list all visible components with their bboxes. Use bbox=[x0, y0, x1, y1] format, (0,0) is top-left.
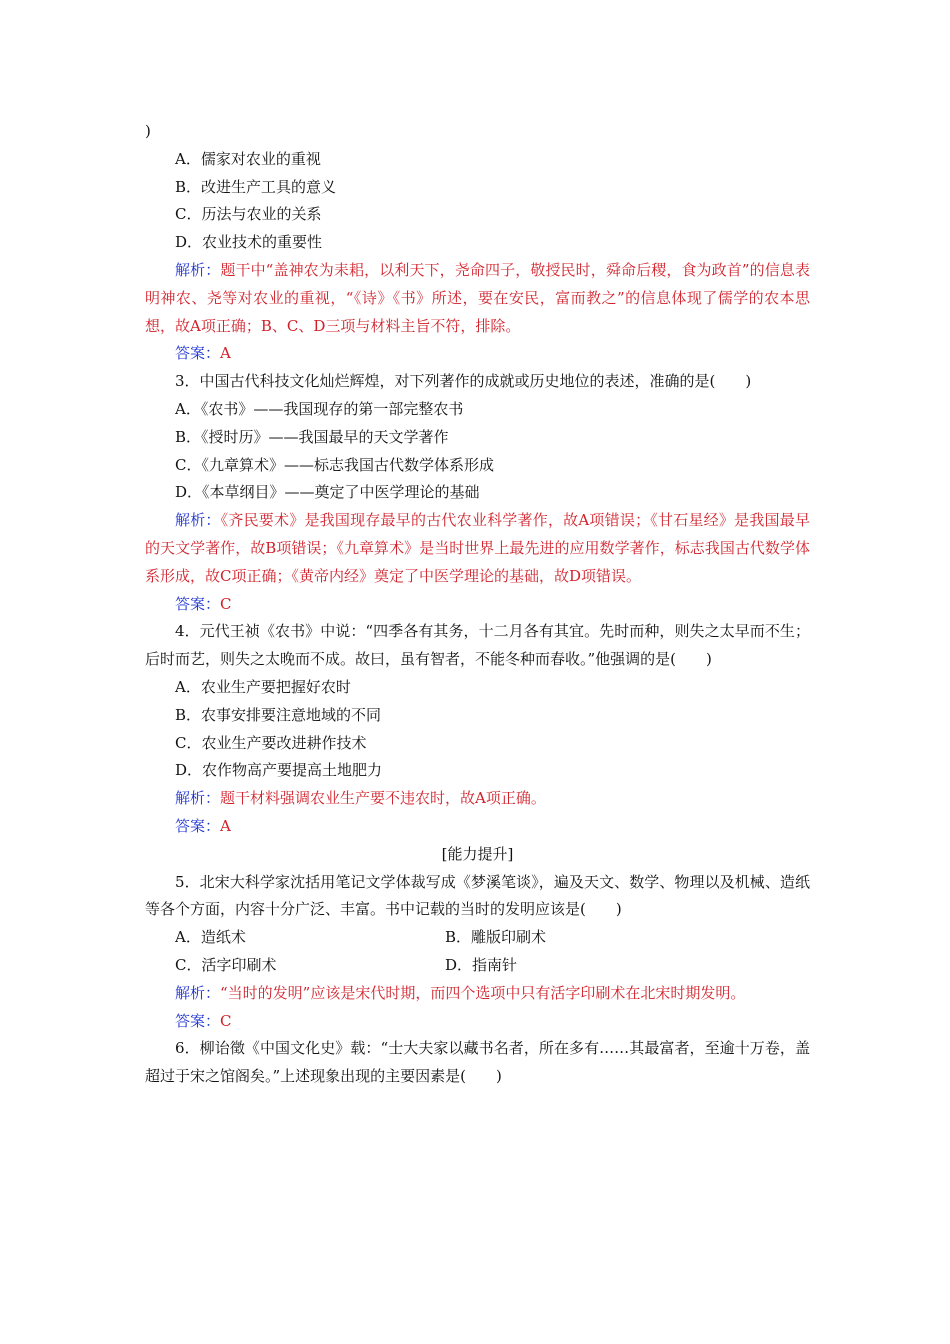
answer bbox=[145, 340, 810, 368]
analysis-label: 解析： bbox=[175, 511, 221, 530]
option-d: D．《本草纲目》——奠定了中医学理论的基础 bbox=[175, 483, 480, 502]
question-5 bbox=[145, 869, 810, 1036]
options-row-1 bbox=[145, 924, 810, 952]
options-row-2 bbox=[145, 952, 810, 980]
option-a: A．《农书》——我国现存的第一部完整农书 bbox=[175, 399, 464, 418]
analysis-text: 题干材料强调农业生产要不违农时，故A项正确。 bbox=[220, 789, 546, 808]
question-2 bbox=[145, 118, 810, 368]
analysis bbox=[145, 980, 810, 1008]
section-title: [能力提升] bbox=[441, 844, 514, 863]
answer-label: 答案： bbox=[175, 1011, 221, 1030]
answer-value: C bbox=[220, 594, 232, 613]
question-stem-tail: ) bbox=[145, 122, 151, 140]
answer-value: A bbox=[220, 344, 231, 363]
option-b: B．农事安排要注意地域的不同 bbox=[175, 705, 382, 724]
question-4 bbox=[145, 618, 810, 840]
option-c: C．《九章算术》——标志我国古代数学体系形成 bbox=[175, 455, 494, 474]
analysis-text: 题干中“盖神农为耒耜，以利天下，尧命四子，敬授民时，舜命后稷，食为政首”的信息表明神农、尧等对农业的重视，“《诗》《书》所述，要在安民，富而教之”的信息体现了儒学的农本思想，故A项正确；B、C、D三项与材料主旨不符，排除。 bbox=[145, 260, 810, 335]
analysis bbox=[145, 507, 810, 590]
option-a: A．农业生产要把握好农时 bbox=[175, 677, 351, 696]
question-stem: 5．北宋大科学家沈括用笔记文学体裁写成《梦溪笔谈》，遍及天文、数学、物理以及机械、造纸等各个方面，内容十分广泛、丰富。书中记载的当时的发明应该是( ) bbox=[145, 872, 810, 919]
analysis-label: 解析： bbox=[175, 260, 221, 279]
analysis-text: “当时的发明”应该是宋代时期，而四个选项中只有活字印刷术在北宋时期发明。 bbox=[220, 983, 746, 1002]
analysis-label: 解析： bbox=[175, 983, 221, 1002]
option-a: A．造纸术 bbox=[175, 928, 246, 947]
option-c: C．历法与农业的关系 bbox=[175, 205, 322, 224]
option-d: D．农作物高产要提高土地肥力 bbox=[175, 761, 383, 780]
option-a: A．儒家对农业的重视 bbox=[175, 149, 321, 168]
answer bbox=[145, 813, 810, 841]
option-c: C．农业生产要改进耕作技术 bbox=[175, 733, 367, 752]
question-stem: 3．中国古代科技文化灿烂辉煌，对下列著作的成就或历史地位的表述，准确的是( ) bbox=[175, 372, 752, 391]
question-stem: 6．柳诒徵《中国文化史》载：“士大夫家以藏书名者，所在多有……其最富者，至逾十万卷，盖超过于宋之馆阁矣。”上述现象出现的主要因素是( ) bbox=[145, 1039, 810, 1086]
option-c: C．活字印刷术 bbox=[175, 955, 277, 974]
analysis bbox=[145, 257, 810, 340]
option-b: B．《授时历》——我国最早的天文学著作 bbox=[175, 427, 449, 446]
question-stem: 4．元代王祯《农书》中说：“四季各有其务，十二月各有其宜。先时而种，则失之太早而不生；后时而艺，则失之太晚而不成。故曰，虽有智者，不能冬种而春收。”他强调的是( ) bbox=[145, 622, 810, 669]
answer-label: 答案： bbox=[175, 594, 221, 613]
answer bbox=[145, 591, 810, 619]
analysis-label: 解析： bbox=[175, 789, 221, 808]
answer bbox=[145, 1008, 810, 1036]
document-page bbox=[145, 118, 810, 1091]
option-d: D．农业技术的重要性 bbox=[175, 233, 323, 252]
answer-label: 答案： bbox=[175, 344, 221, 363]
question-6 bbox=[145, 1035, 810, 1091]
option-b: B．雕版印刷术 bbox=[445, 928, 547, 947]
analysis bbox=[145, 785, 810, 813]
question-3 bbox=[145, 368, 810, 618]
option-b: B．改进生产工具的意义 bbox=[175, 177, 337, 196]
answer-label: 答案： bbox=[175, 816, 221, 835]
answer-value: A bbox=[220, 816, 231, 835]
option-d: D．指南针 bbox=[445, 955, 518, 974]
analysis-text: 《齐民要术》是我国现存最早的古代农业科学著作，故A项错误；《甘石星经》是我国最早的天文学著作，故B项错误；《九章算术》是当时世界上最先进的应用数学著作，标志我国古代数学体系形成，故C项正确；《黄帝内经》奠定了中医学理论的基础，故D项错误。 bbox=[145, 511, 810, 585]
answer-value: C bbox=[220, 1011, 232, 1030]
